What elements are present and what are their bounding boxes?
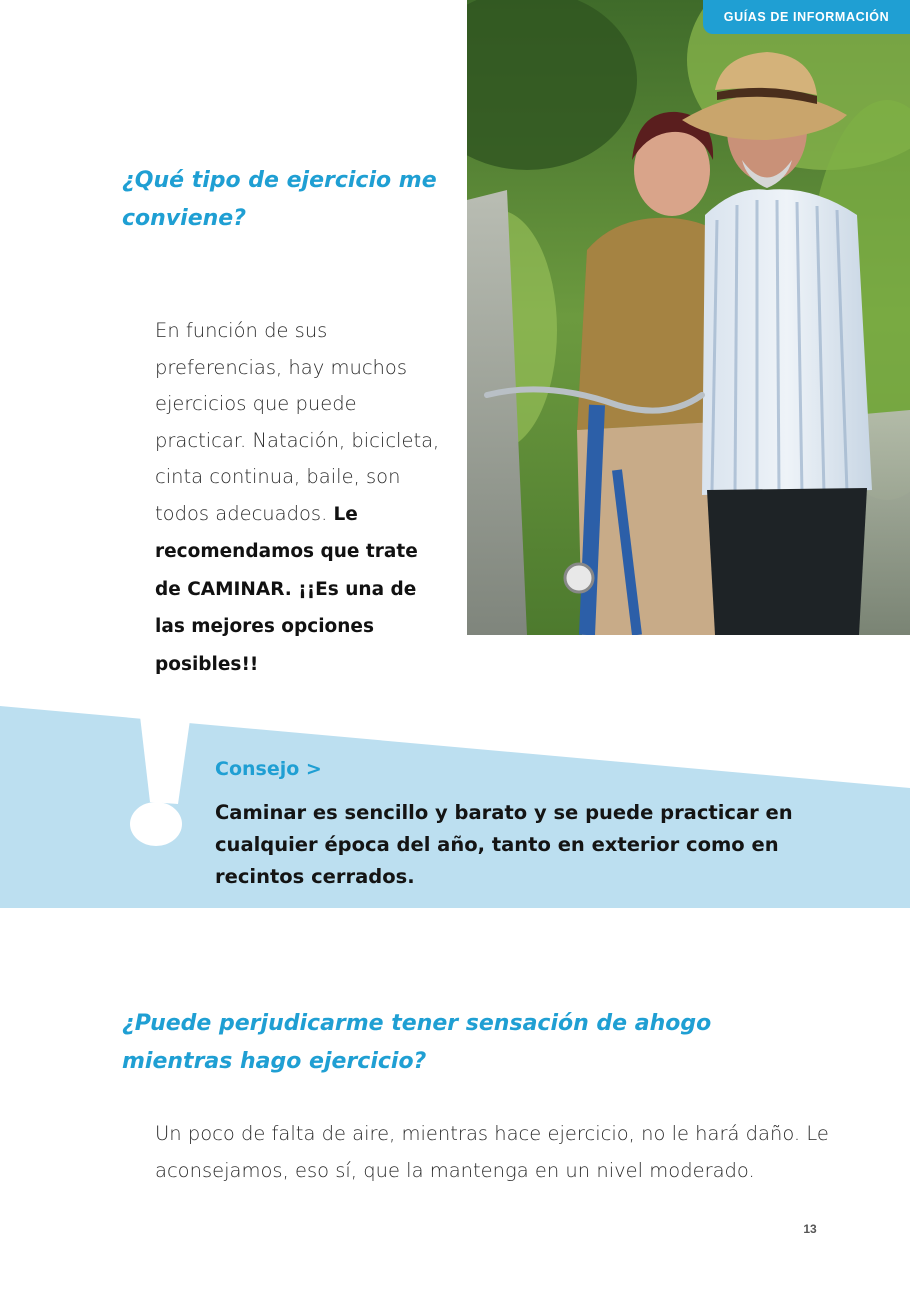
header-tag: GUÍAS DE INFORMACIÓN bbox=[703, 0, 910, 34]
tip-text: Caminar es sencillo y barato y se puede practicar en cualquier época del año, tanto en exterior como en recintos cerrados. bbox=[215, 801, 793, 888]
page-number: 13 bbox=[803, 1222, 817, 1236]
section-body-shortness-of-breath: Un poco de falta de aire, mientras hace ejercicio, no le hará daño. Le aconsejamos, eso sí, que la mantenga en un nivel moderado. bbox=[155, 1122, 829, 1182]
section-heading-exercise-type: ¿Qué tipo de ejercicio me conviene? bbox=[122, 168, 437, 231]
couple-with-bicycle-photo bbox=[467, 0, 910, 635]
section-body-exercise-type bbox=[155, 313, 445, 683]
section-heading-shortness-of-breath: ¿Puede perjudicarme tener sensación de ahogo mientras hago ejercicio? bbox=[122, 1011, 712, 1074]
body-bold-text: Le recomendamos que trate de CAMINAR. ¡¡Es una de las mejores opciones posibles!! bbox=[155, 503, 418, 675]
body-regular-text: En función de sus preferencias, hay muchos ejercicios que puede practicar. Natación, bicicleta, cinta continua, baile, son todos adecuados. bbox=[155, 319, 440, 525]
tip-title: Consejo > bbox=[215, 758, 322, 780]
